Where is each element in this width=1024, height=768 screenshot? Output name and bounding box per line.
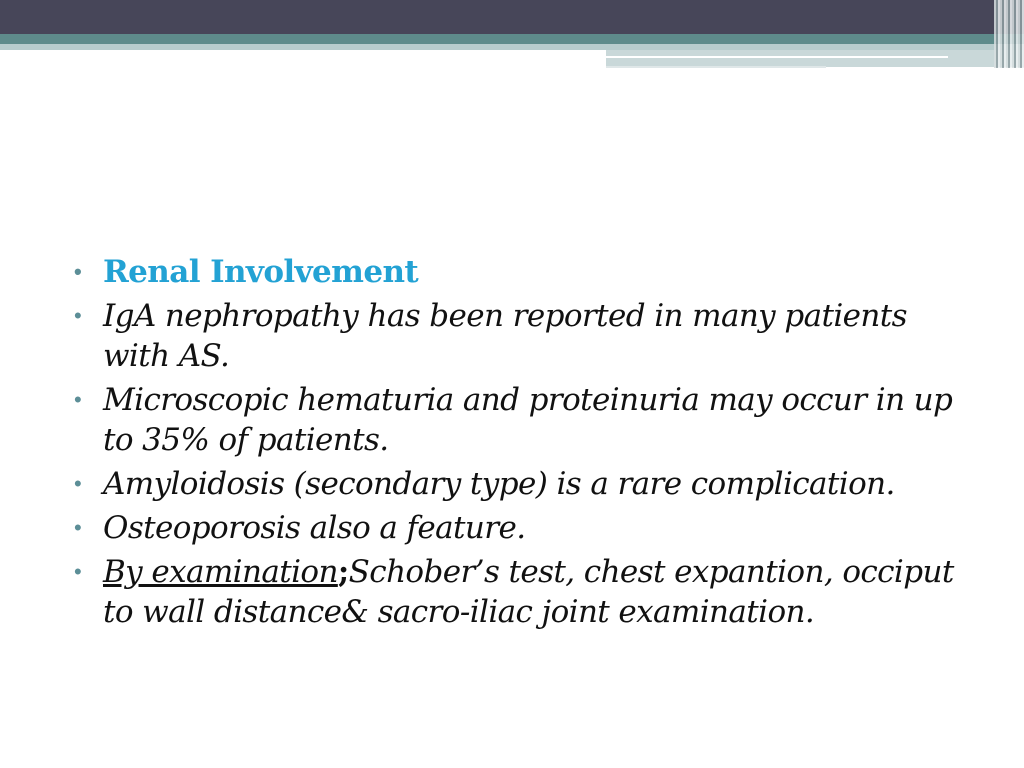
header-dark-bar (0, 0, 1024, 34)
bullet-item-renal-involvement (72, 252, 972, 292)
bullet-icon: • (74, 471, 82, 496)
bullet-list (72, 252, 972, 632)
bullet-item-osteoporosis (72, 508, 972, 548)
bullet-item-amyloidosis (72, 464, 972, 504)
bullet-text: Renal Involvement (103, 254, 419, 290)
header-tab-line (606, 56, 948, 58)
bullet-item-iga-nephropathy (72, 296, 972, 376)
bullet-icon: • (74, 387, 82, 412)
header-tab-bar (606, 50, 1024, 67)
bullet-icon: • (74, 559, 82, 584)
bullet-text: Microscopic hematuria and proteinuria may occur in up to 35% of patients. (103, 382, 953, 458)
header-teal-bar (0, 34, 1024, 44)
header-tab-line-lower (606, 66, 826, 68)
bullet-icon: • (74, 259, 82, 284)
corner-stripes-decoration (994, 0, 1024, 68)
bullet-text: Schober’s test, chest expantion, occiput to wall distance& sacro-iliac joint examination. (103, 554, 954, 630)
bullet-icon: • (74, 515, 82, 540)
examination-lead: By examination (103, 554, 338, 590)
bullet-text: Osteoporosis also a feature. (103, 510, 526, 546)
bullet-text: Amyloidosis (secondary type) is a rare complication. (103, 466, 895, 502)
bullet-text: IgA nephropathy has been reported in many patients with AS. (103, 298, 907, 374)
bullet-item-hematuria (72, 380, 972, 460)
bullet-icon: • (74, 303, 82, 328)
slide-body (72, 252, 972, 636)
examination-separator: ; (337, 554, 349, 590)
bullet-item-examination (72, 552, 972, 632)
